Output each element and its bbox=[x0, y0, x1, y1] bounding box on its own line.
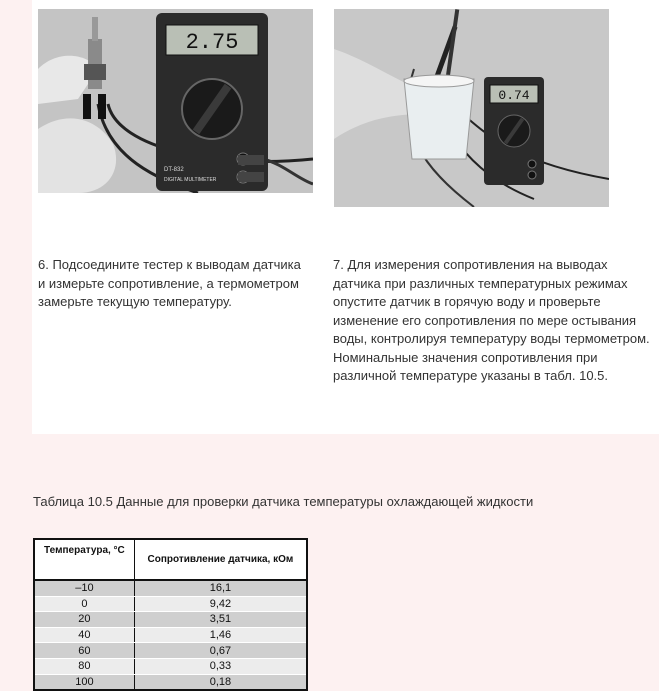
table-header-row bbox=[34, 539, 307, 580]
cell-temperature: 20 bbox=[34, 612, 134, 628]
table-row bbox=[34, 596, 307, 612]
meter-caption: DIGITAL MULTIMETER bbox=[164, 177, 217, 183]
cell-resistance: 3,51 bbox=[134, 612, 307, 628]
cell-resistance: 1,46 bbox=[134, 627, 307, 643]
table-row bbox=[34, 643, 307, 659]
cell-temperature: 40 bbox=[34, 627, 134, 643]
cell-resistance: 0,18 bbox=[134, 674, 307, 690]
cell-resistance: 0,33 bbox=[134, 658, 307, 674]
table-row bbox=[34, 612, 307, 628]
lcd-readout-2: 0.74 bbox=[498, 88, 530, 103]
step-7-text: 7. Для измерения сопротивления на выводах датчика при различных температурных режимах опустите датчик в горячую воду и проверьте изменение его сопротивления по мере остывания воды, контролируя температуру воды термометром. Номинальные значения сопротивления при различной температуре указаны в табл. 10.5. bbox=[333, 257, 650, 383]
cell-resistance: 16,1 bbox=[134, 580, 307, 596]
header-temperature: Температура, °С bbox=[34, 539, 134, 580]
cell-temperature: –10 bbox=[34, 580, 134, 596]
table-row bbox=[34, 627, 307, 643]
lcd-readout-1: 2.75 bbox=[185, 30, 239, 55]
multimeter-photo-illustration bbox=[38, 9, 313, 193]
cell-resistance: 9,42 bbox=[134, 596, 307, 612]
table-caption: Таблица 10.5 Данные для проверки датчика температуры охлаждающей жидкости bbox=[33, 494, 534, 509]
water-test-photo-illustration bbox=[334, 9, 609, 207]
header-resistance: Сопротивление датчика, кОм bbox=[134, 539, 307, 580]
photo-sensor-hot-water bbox=[334, 9, 609, 207]
photo-multimeter-sensor bbox=[38, 9, 313, 193]
cell-temperature: 0 bbox=[34, 596, 134, 612]
table-row bbox=[34, 658, 307, 674]
cell-temperature: 80 bbox=[34, 658, 134, 674]
cell-temperature: 100 bbox=[34, 674, 134, 690]
resistance-table bbox=[33, 538, 308, 691]
table-row bbox=[34, 580, 307, 596]
meter-model: DT-832 bbox=[164, 167, 184, 173]
cell-resistance: 0,67 bbox=[134, 643, 307, 659]
step-6-text: 6. Подсоедините тестер к выводам датчика и измерьте сопротивление, а термометром замерьте текущую температуру. bbox=[38, 257, 301, 309]
cell-temperature: 60 bbox=[34, 643, 134, 659]
